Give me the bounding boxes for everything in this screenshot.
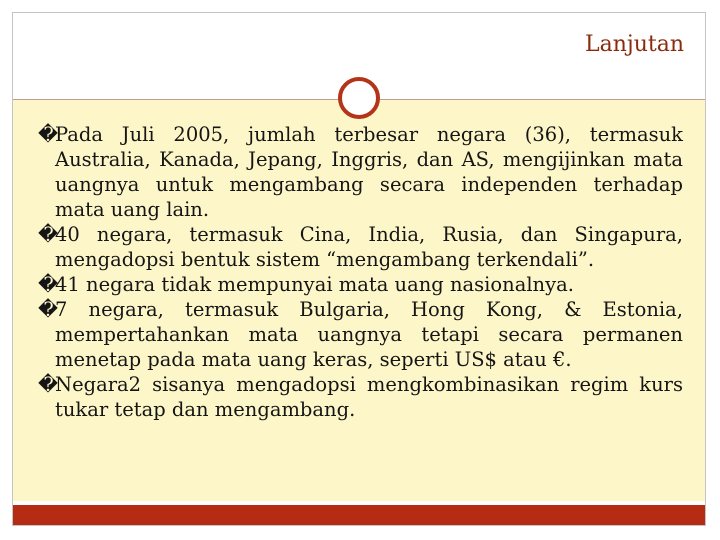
- bullet-item: [38, 272, 683, 297]
- bullet-text: Pada Juli 2005, jumlah terbesar negara (36), termasuk Australia, Kanada, Jepang, Inggris, dan AS, mengijinkan mata uangnya untuk mengambang secara independen terhadap mata uang lain.: [55, 123, 683, 221]
- bullet-item: [38, 222, 683, 272]
- bullet-item: [38, 372, 683, 422]
- slide-title: Lanjutan: [584, 32, 684, 57]
- bullet-marker: �: [38, 273, 58, 296]
- bullet-marker: �: [38, 223, 58, 246]
- circle-ornament: [338, 77, 380, 119]
- bullet-list: [38, 122, 683, 422]
- bullet-marker: �: [38, 373, 58, 396]
- bullet-text: 7 negara, termasuk Bulgaria, Hong Kong, & Estonia, mempertahankan mata uangnya tetapi secara permanen menetap pada mata uang keras, seperti US$ atau €.: [55, 298, 683, 371]
- bullet-text: 40 negara, termasuk Cina, India, Rusia, dan Singapura, mengadopsi bentuk sistem “mengambang terkendali”.: [55, 223, 683, 271]
- bullet-item: [38, 297, 683, 372]
- bullet-text: Negara2 sisanya mengadopsi mengkombinasikan regim kurs tukar tetap dan mengambang.: [55, 373, 683, 421]
- bullet-marker: �: [38, 298, 58, 321]
- bullet-marker: �: [38, 123, 58, 146]
- bullet-text: 41 negara tidak mempunyai mata uang nasionalnya.: [55, 273, 574, 296]
- bottom-accent-bar: [13, 505, 705, 525]
- bullet-item: [38, 122, 683, 222]
